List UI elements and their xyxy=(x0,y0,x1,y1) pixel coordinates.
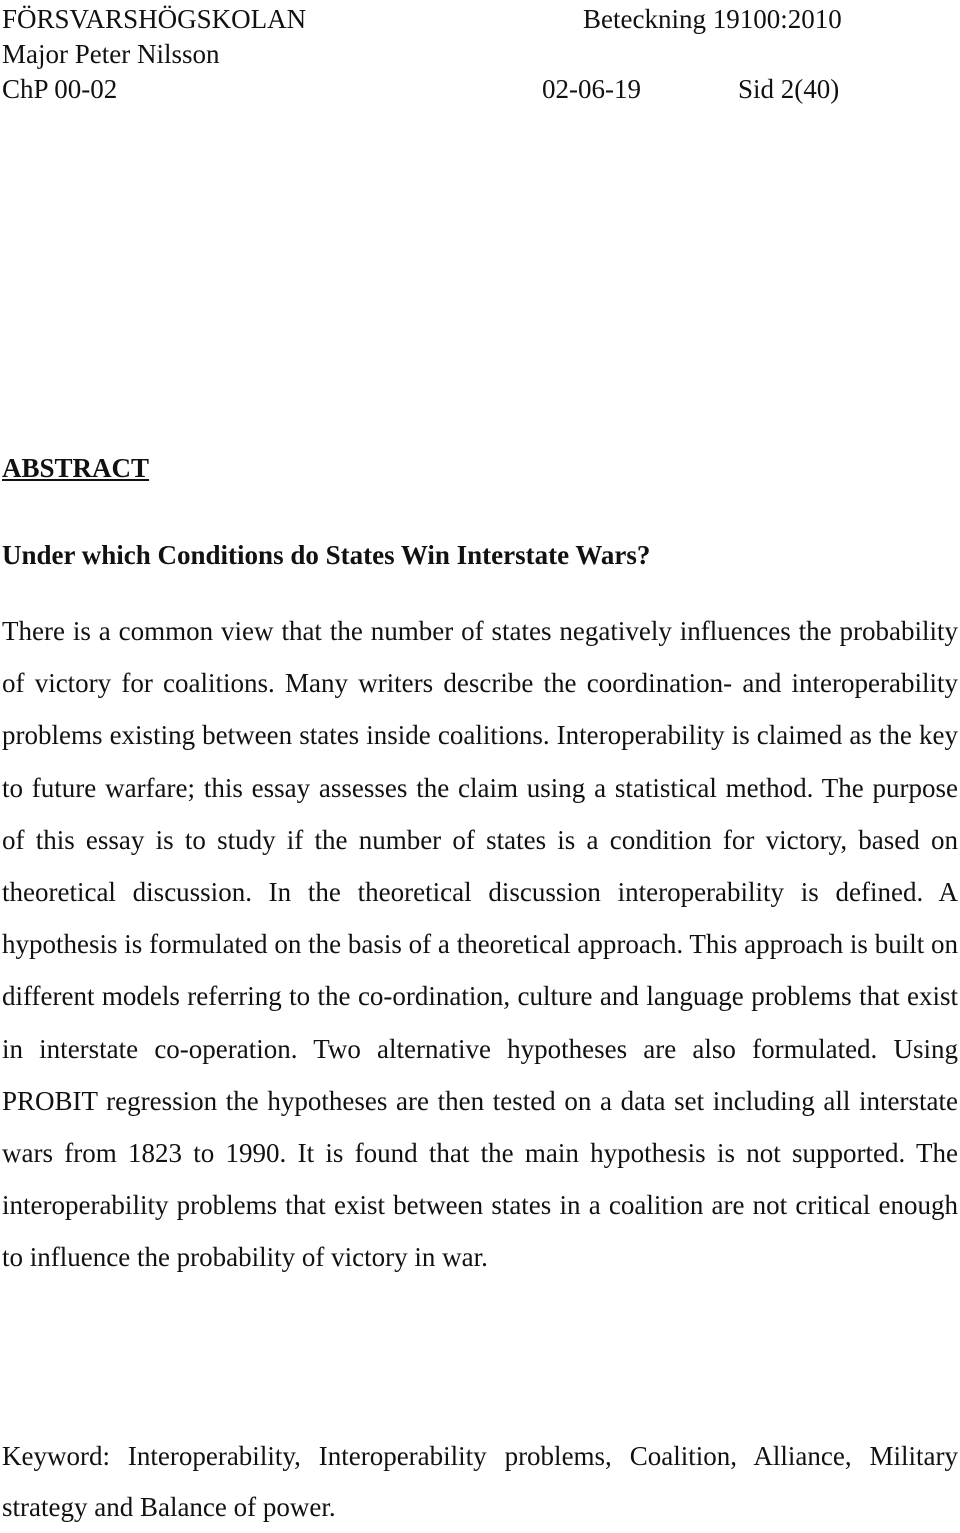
institution-name: FÖRSVARSHÖGSKOLAN xyxy=(2,4,307,34)
abstract-heading: ABSTRACT xyxy=(2,453,150,483)
course-code: ChP 00-02 xyxy=(2,74,118,104)
keywords-line: Keyword: Interoperability, Interoperability problems, Coalition, Alliance, Military strategy and Balance of power. xyxy=(2,1441,958,1522)
document-date: 02-06-19 xyxy=(542,74,641,104)
page-number: Sid 2(40) xyxy=(738,74,840,104)
essay-title: Under which Conditions do States Win Interstate Wars? xyxy=(2,540,651,570)
author-name: Major Peter Nilsson xyxy=(2,39,220,69)
designation-number: Beteckning 19100:2010 xyxy=(583,4,842,34)
abstract-body: There is a common view that the number of states negatively influences the probability of victory for coalitions. Many writers describe the coordination- and interoperability problems existing between states inside coalitions. Interoperability is claimed as the key to future warfare; this essay assesses the claim using a statistical method. The purpose of this essay is to study if the number of states is a condition for victory, based on theoretical discussion. In the theoretical discussion interoperability is defined. A hypothesis is formulated on the basis of a theoretical approach. This approach is built on different models referring to the co-ordination, culture and language problems that exist in interstate co-operation. Two alternative hypotheses are also formulated. Using PROBIT regression the hypotheses are then tested on a data set including all interstate wars from 1823 to 1990. It is found that the main hypothesis is not supported. The interoperability problems that exist between states in a coalition are not critical enough to influence the probability of victory in war. xyxy=(2,616,958,1273)
